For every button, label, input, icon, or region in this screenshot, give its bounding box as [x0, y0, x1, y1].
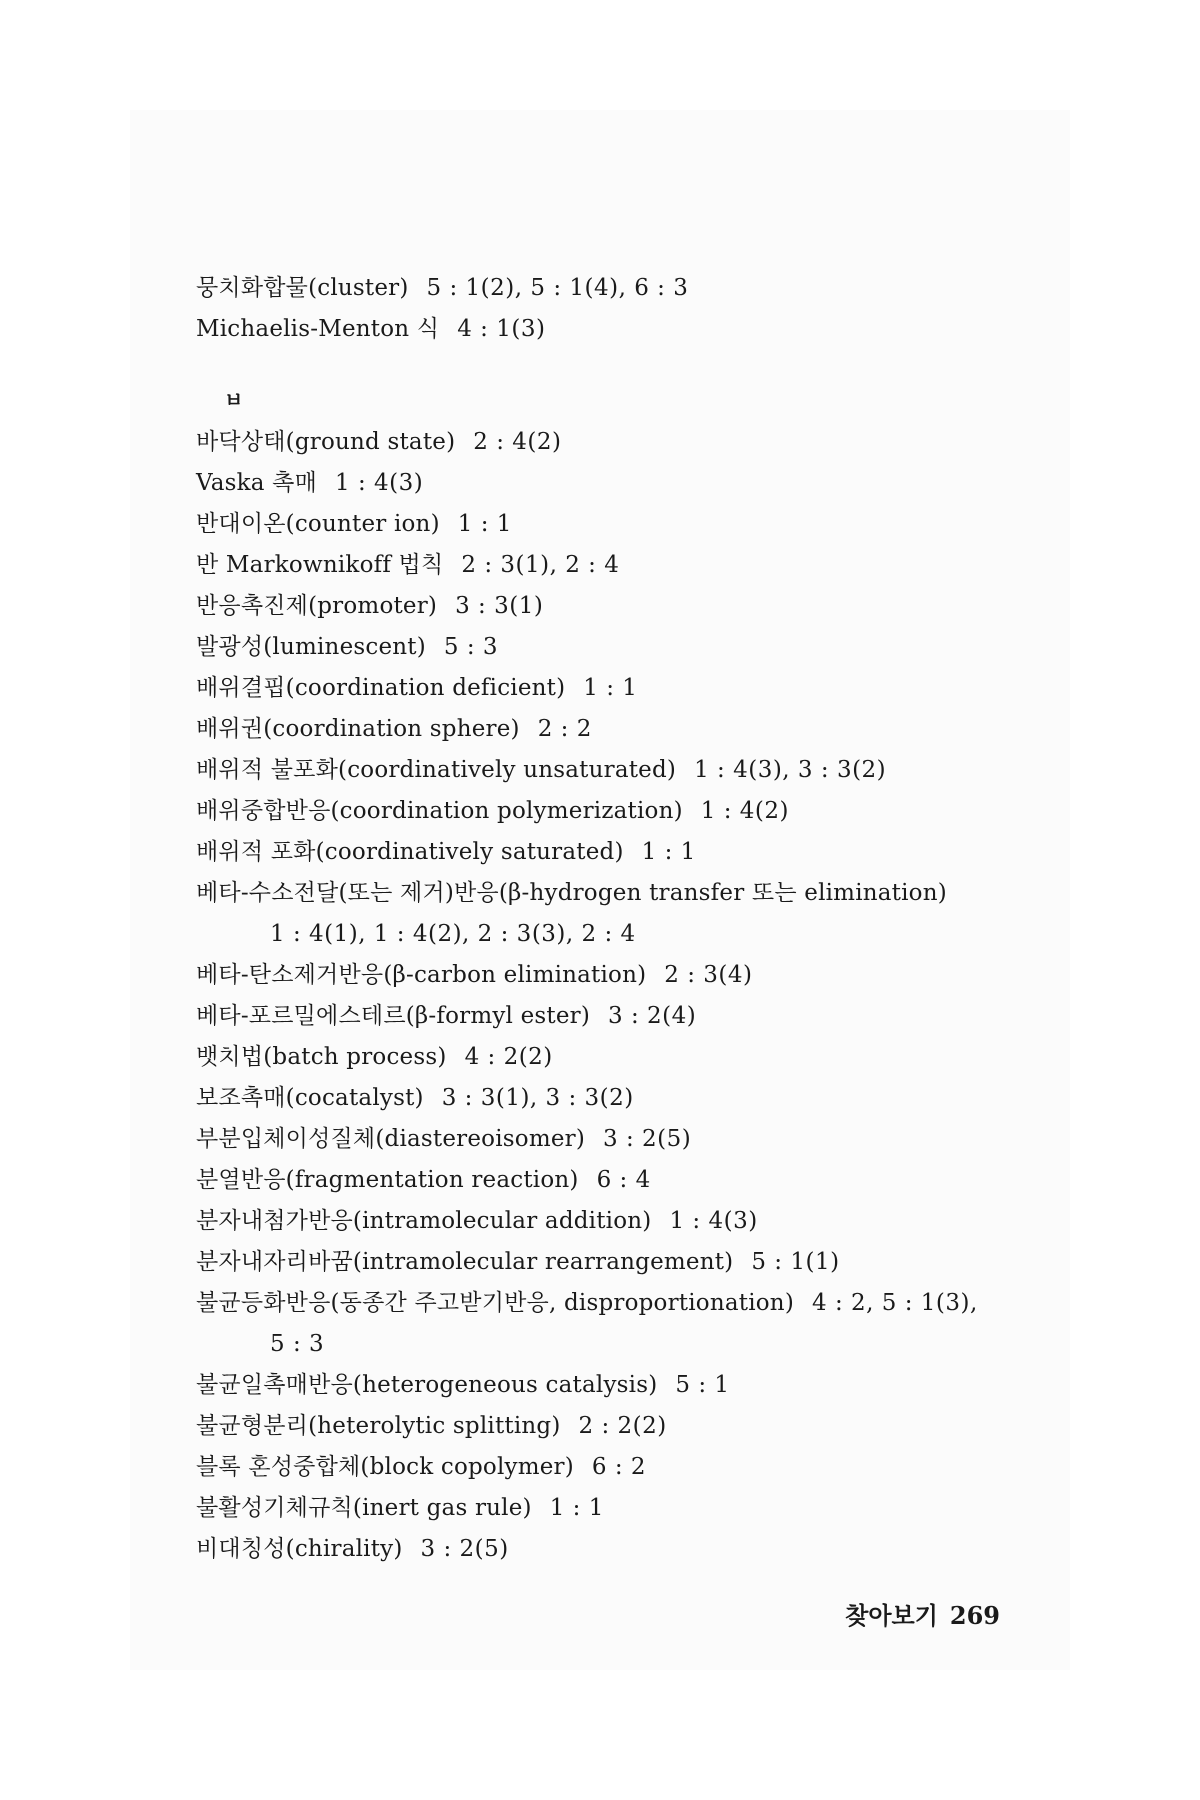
index-refs: 1 : 4(3): [669, 1208, 758, 1234]
page-number: 269: [949, 1601, 1000, 1630]
index-term: 블록 혼성중합체(block copolymer): [196, 1454, 574, 1480]
index-refs: 6 : 2: [591, 1454, 647, 1480]
index-term: 분자내자리바꿈(intramolecular rearrangement): [196, 1249, 734, 1275]
index-refs: 2 : 2(2): [578, 1413, 667, 1439]
index-refs: 2 : 3(4): [664, 962, 753, 988]
index-term: 뭉치화합물(cluster): [196, 275, 409, 301]
index-entry: [196, 422, 1096, 463]
index-entry: [196, 996, 1096, 1037]
index-term: 반응촉진제(promoter): [196, 593, 438, 619]
index-entry: [196, 1119, 1096, 1160]
index-refs: 1 : 1: [457, 511, 512, 537]
index-entry: [196, 709, 1096, 750]
index-entry: [196, 1529, 1096, 1570]
index-refs: 4 : 2, 5 : 1(3),: [812, 1290, 978, 1316]
index-term: 불균형분리(heterolytic splitting): [196, 1413, 561, 1439]
index-entry: [196, 586, 1096, 627]
index-entry: [196, 955, 1096, 996]
index-term: 보조촉매(cocatalyst): [196, 1085, 424, 1111]
index-refs: 5 : 3: [270, 1331, 325, 1357]
index-entry: [196, 1447, 1096, 1488]
index-entry: [196, 1037, 1096, 1078]
index-entry: [196, 1160, 1096, 1201]
index-list: [196, 268, 1096, 1570]
index-entry: [196, 1488, 1096, 1529]
index-term: 부분입체이성질체(diastereoisomer): [196, 1126, 586, 1152]
section-spacer: [196, 350, 1096, 378]
index-term: 분자내첨가반응(intramolecular addition): [196, 1208, 652, 1234]
index-refs: 2 : 4(2): [473, 429, 562, 455]
index-entry: [196, 873, 1096, 914]
index-entry: [196, 750, 1096, 791]
index-entry: [196, 463, 1096, 504]
page-footer: [820, 1596, 1000, 1631]
index-entry: [196, 1365, 1096, 1406]
index-entry: [196, 627, 1096, 668]
index-term: 배위결핍(coordination deficient): [196, 675, 566, 701]
index-term: 반 Markownikoff 법칙: [196, 552, 444, 578]
index-term: 뱃치법(batch process): [196, 1044, 447, 1070]
index-refs: 3 : 2(5): [603, 1126, 692, 1152]
index-refs: 1 : 4(3), 3 : 3(2): [694, 757, 887, 783]
index-refs: 1 : 4(1), 1 : 4(2), 2 : 3(3), 2 : 4: [270, 921, 636, 947]
index-entry: [196, 504, 1096, 545]
index-term: 바닥상태(ground state): [196, 429, 456, 455]
index-term: 비대칭성(chirality): [196, 1536, 403, 1562]
index-term: Vaska 촉매: [196, 470, 318, 496]
index-refs: 5 : 3: [443, 634, 499, 660]
index-refs: 5 : 1: [675, 1372, 730, 1398]
index-entry-continuation: [196, 1324, 1096, 1365]
index-entry: [196, 268, 1096, 309]
index-refs: 1 : 4(3): [335, 470, 424, 496]
index-refs: 2 : 3(1), 2 : 4: [461, 552, 620, 578]
index-entry-continuation: [196, 914, 1096, 955]
index-term: 베타-포르밀에스테르(β-formyl ester): [196, 1003, 591, 1029]
index-refs: 4 : 1(3): [457, 316, 546, 342]
index-entry: [196, 668, 1096, 709]
index-refs: 3 : 2(5): [420, 1536, 509, 1562]
index-entry: [196, 545, 1096, 586]
footer-label: 찾아보기: [845, 1602, 938, 1630]
index-term: 불균등화반응(동종간 주고받기반응, disproportionation): [196, 1290, 794, 1316]
index-entry: [196, 791, 1096, 832]
index-refs: 5 : 1(1): [751, 1249, 840, 1275]
index-entry: [196, 309, 1096, 350]
index-refs: 1 : 1: [641, 839, 696, 865]
index-term: 반대이온(counter ion): [196, 511, 440, 537]
index-entry: [196, 1078, 1096, 1119]
index-term: 배위적 포화(coordinatively saturated): [196, 839, 624, 865]
section-heading: ㅂ: [224, 388, 244, 412]
index-refs: 1 : 1: [549, 1495, 604, 1521]
index-refs: 1 : 1: [583, 675, 638, 701]
index-refs: 5 : 1(2), 5 : 1(4), 6 : 3: [426, 275, 689, 301]
index-term: 배위중합반응(coordination polymerization): [196, 798, 683, 824]
index-term: 베타-탄소제거반응(β-carbon elimination): [196, 962, 647, 988]
index-term: 불균일촉매반응(heterogeneous catalysis): [196, 1372, 658, 1398]
index-refs: 3 : 3(1), 3 : 3(2): [441, 1085, 634, 1111]
index-entry: [196, 1283, 1096, 1324]
index-refs: 3 : 2(4): [608, 1003, 697, 1029]
index-term: 불활성기체규칙(inert gas rule): [196, 1495, 532, 1521]
index-entry: [196, 1406, 1096, 1447]
index-entry: [196, 1201, 1096, 1242]
index-term: Michaelis-Menton 식: [196, 316, 440, 342]
index-entry: [196, 832, 1096, 873]
index-refs: 4 : 2(2): [464, 1044, 553, 1070]
index-refs: 6 : 4: [596, 1167, 651, 1193]
index-term: 베타-수소전달(또는 제거)반응(β-hydrogen transfer 또는 elimination): [196, 880, 947, 906]
index-entry: [196, 1242, 1096, 1283]
index-refs: 2 : 2: [537, 716, 592, 742]
index-refs: 3 : 3(1): [455, 593, 544, 619]
index-term: 배위권(coordination sphere): [196, 716, 520, 742]
index-refs: 1 : 4(2): [700, 798, 789, 824]
index-term: 분열반응(fragmentation reaction): [196, 1167, 579, 1193]
index-term: 배위적 불포화(coordinatively unsaturated): [196, 757, 677, 783]
index-term: 발광성(luminescent): [196, 634, 426, 660]
